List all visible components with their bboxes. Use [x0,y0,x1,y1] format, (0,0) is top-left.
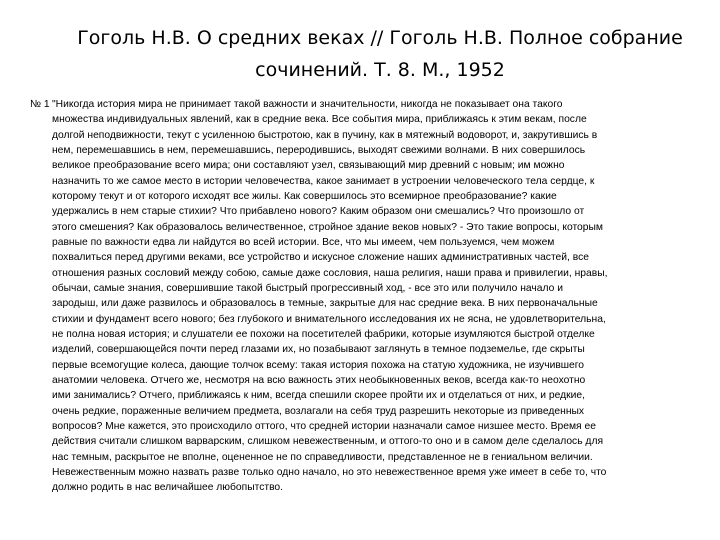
slide-title: Гоголь Н.В. О средних веках // Гоголь Н.В. Полное собрание сочинений. Т. 8. М., 1952 [77,27,683,81]
passage-line: похвалиться перед другими веками, все устройство и искусное сложение наших административных частей, все [52,252,589,264]
passage-line: ими занимались? Отчего, приближаясь к ним, всегда спешили скорее пройти их и отделаться от них, и редкие, [52,390,585,402]
passage-line: "Никогда история мира не принимает такой важности и значительности, никогда не показывает она такого [52,99,563,110]
passage-line: нас темным, раскрытое не вполне, оцененное не по справедливости, представленное не в гениальном величии. [52,451,593,463]
passage-line: великое преобразование всего мира; они составляют узел, связывающий мир древний с новым; им можно [52,160,565,172]
passage-line: удержались в нем старые стихии? Что прибавлено нового? Каким образом они смешались? Что произошло от [52,206,585,218]
passage-line: обычаи, самые знания, совершившие такой быстрый прогрессивный ход, - все это или получило начало и [52,282,563,294]
quote-passage [30,97,675,496]
passage-line: зародыш, или даже развилось и образовалось в темные, закрытые для нас средние века. В них первоначальные [52,298,598,310]
passage-number: № 1 [30,99,50,110]
passage-line: Невежественным можно назвать разве только одно начало, но это невежественное время уже имеет в себе то, что [52,466,607,478]
passage-line: вопросов? Мне кажется, это происходило оттого, что средней истории назначали самое низшее место. Время ее [52,420,596,432]
passage-line: которому текут и от которого исходят все жилы. Как совершилось это всемирное преобразование? какие [52,190,557,202]
passage-line: равные по важности едва ли найдутся во всей истории. Все, что мы имеем, чем пользуемся, чем можем [52,236,555,248]
passage-line: множества индивидуальных явлений, как в средние века. Все события мира, приближаясь к этим векам, после [52,114,587,126]
passage-line: не полна новая история; и слушатели ее похожи на посетителей фабрики, которые изумляются быстрой отделке [52,328,595,340]
passage-line: стихии и фундамент всего нового; без глубокого и внимательного исследования их не ясна, не удовлетворительна, [52,313,606,325]
passage-line: должно родить в нас величайшее любопытство. [52,482,284,494]
passage-body [52,97,675,496]
passage-line: первые всемогущие колеса, дающие толчок всему: такая история похожа на статую художника, не изучившего [52,359,585,371]
passage-line: очень редкие, пораженные величием предмета, возлагали на себя труд разрешить некоторые из приведенных [52,405,585,417]
passage-line: изделий, совершающейся почти перед глазами их, но позабывают заглянуть в темное подземелье, где скрыты [52,344,585,356]
passage-line: анатомии человека. Отчего же, несмотря на всю важность этих необыкновенных веков, всегда как-то неохотно [52,374,586,386]
passage-line: назначить то же самое место в истории человечества, какое занимает в устроении человеческого тела сердце, к [52,175,595,187]
passage-line: долгой неподвижности, текут с усиленною быстротою, как в пучину, как в мятежный водоворот, и, закрутившись в [52,129,598,141]
passage-line: отношения разных сословий между собою, самые даже сословия, наша религия, наши права и привилегии, нравы, [52,267,608,279]
passage-line: действия считали слишком варварским, слишком невежественным, и оттого-то оно и в самом деле сделалось для [52,436,604,448]
passage-line: нем, перемешавшись в нем, перемешавшись, переродившись, выходят свежими волнами. В них совершилось [52,144,586,156]
passage-line: этого смешения? Как образовалось величественное, стройное здание веков новых? - Это такие вопросы, которым [52,221,603,233]
